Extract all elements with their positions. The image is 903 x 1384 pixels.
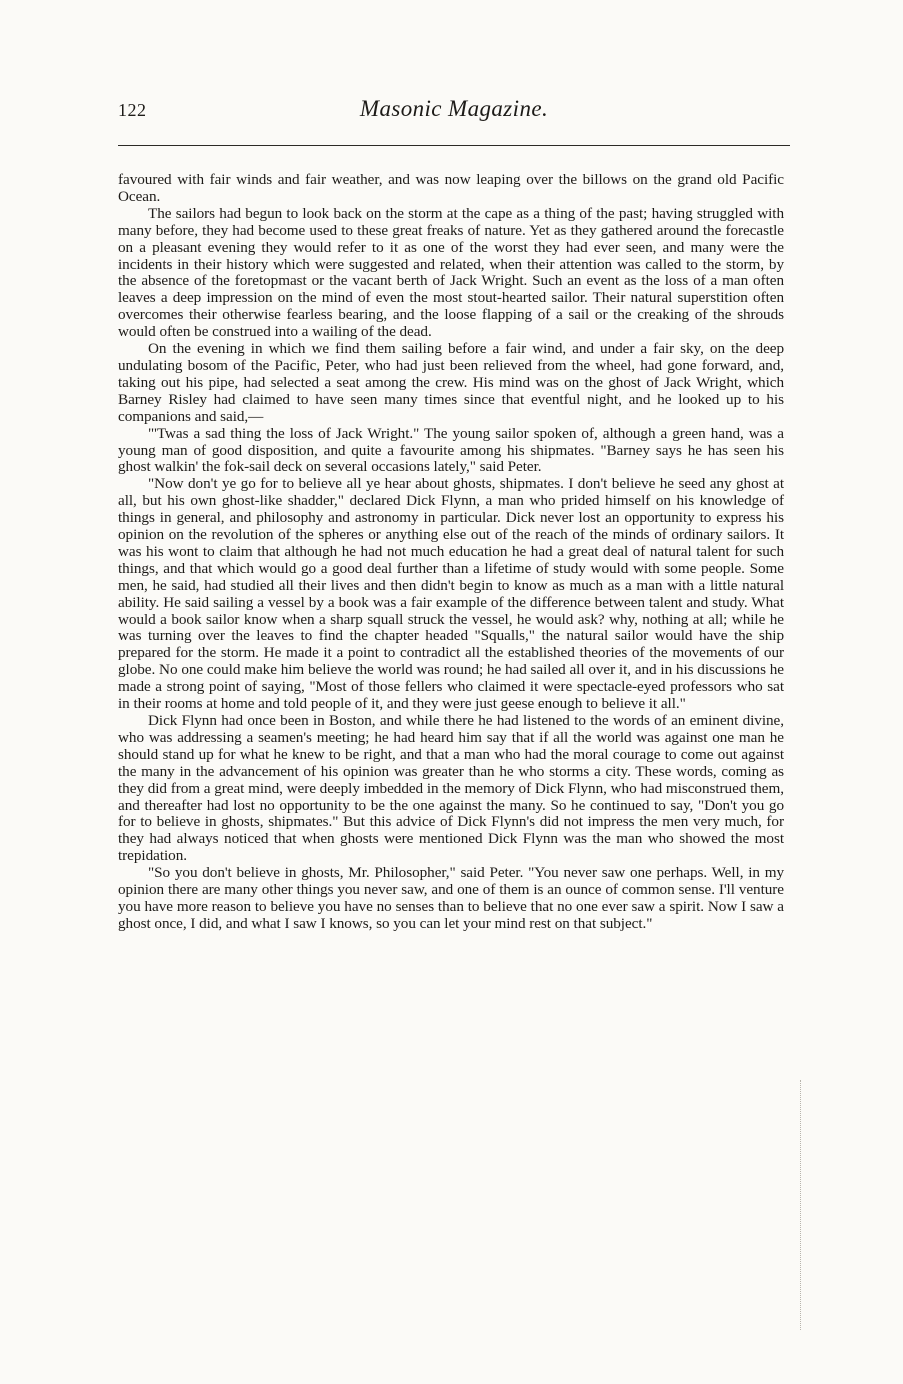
article-body [118,172,784,933]
page-edge-shadow [800,1080,801,1330]
paragraph-2: The sailors had begun to look back on the storm at the cape as a thing of the past; having struggled with many before, they had become used to these great freaks of nature. Yet as they gathered around the forecastle on a pleasant evening they would refer to it as one of the worst they had ever seen, and many were the incidents in their history which were suggested and related, when their attention was called to the storm, by the absence of the foretopmast or the vacant berth of Jack Wright. Such an event as the loss of a man often leaves a deep impression on the mind of even the most stout-hearted sailor. Their natural superstition often overcomes their otherwise fearless bearing, and the loose flapping of a sail or the creaking of the shrouds would often be construed into a wailing of the dead. [118,204,784,341]
paragraph-5: "Now don't ye go for to believe all ye hear about ghosts, shipmates. I don't believe he seed any ghost at all, but his own ghost-like shadder," declared Dick Flynn, a man who prided himself on his knowledge of things in general, and philosophy and astronomy in particular. Dick never lost an opportunity to express his opinion on the revolution of the spheres or anything else out of the reach of the minds of ordinary sailors. It was his wont to claim that although he had not much education he had a great deal of natural talent for such things, and that which would go a good deal further than a lifetime of study would with some people. Some men, he said, had studied all their lives and then didn't begin to know as much as a man with a little natural ability. He said sailing a vessel by a book was a fair example of the difference between talent and study. What would a book sailor know when a sharp squall struck the vessel, he would ask? why, nothing at all; while he was turning over the leaves to find the chapter headed "Squalls," the natural sailor would have the ship prepared for the storm. He made it a point to contradict all the established theories of the movements of our globe. No one could make him believe the world was round; he had sailed all over it, and in his discussions he made a strong point of saying, "Most of those fellers who claimed it were spectacle-eyed professors who sat in their rooms at home and told people of it, and they were just geese enough to believe it all." [118,475,784,713]
header-rule [118,145,790,146]
paragraph-6: Dick Flynn had once been in Boston, and while there he had listened to the words of an eminent divine, who was addressing a seamen's meeting; he had heard him say that if all the world was against one man he should stand up for what he knew to be right, and that a man who had the moral courage to come out against the many in the advancement of his opinion was greater than he who storms a city. These words, coming as they did from a great mind, were deeply imbedded in the memory of Dick Flynn, who had misconstrued them, and thereafter had lost no opportunity to be the one against the many. So he continued to say, "Don't you go for to believe in ghosts, shipmates." But this advice of Dick Flynn's did not impress the men very much, for they had always noticed that when ghosts were mentioned Dick Flynn was the man who showed the most trepidation. [118,712,784,865]
page-number: 122 [118,100,147,120]
paragraph-4: "'Twas a sad thing the loss of Jack Wright." The young sailor spoken of, although a green hand, was a young man of good disposition, and quite a favourite among his shipmates. "Barney says he has seen his ghost walkin' the fok-sail deck on several occasions lately," said Peter. [118,424,784,476]
running-title: Masonic Magazine. [359,96,549,121]
paragraph-7: "So you don't believe in ghosts, Mr. Philosopher," said Peter. "You never saw one perhaps. Well, in my opinion there are many other things you never saw, and one of them is an ounce of common sense. I'll venture you have more reason to believe you have no senses than to believe that no one ever saw a spirit. Now I saw a ghost once, I did, and what I saw I knows, so you can let your mind rest on that subject." [118,864,784,932]
paragraph-3: On the evening in which we find them sailing before a fair wind, and under a fair sky, on the deep undulating bosom of the Pacific, Peter, who had just been relieved from the wheel, had gone forward, and, taking out his pipe, had selected a seat among the crew. His mind was on the ghost of Jack Wright, which Barney Risley had claimed to have seen many times since that eventful night, and he looked up to his companions and said,— [118,340,784,425]
paragraph-1: favoured with fair winds and fair weather, and was now leaping over the billows on the grand old Pacific Ocean. [118,171,784,205]
page-header [118,96,790,126]
